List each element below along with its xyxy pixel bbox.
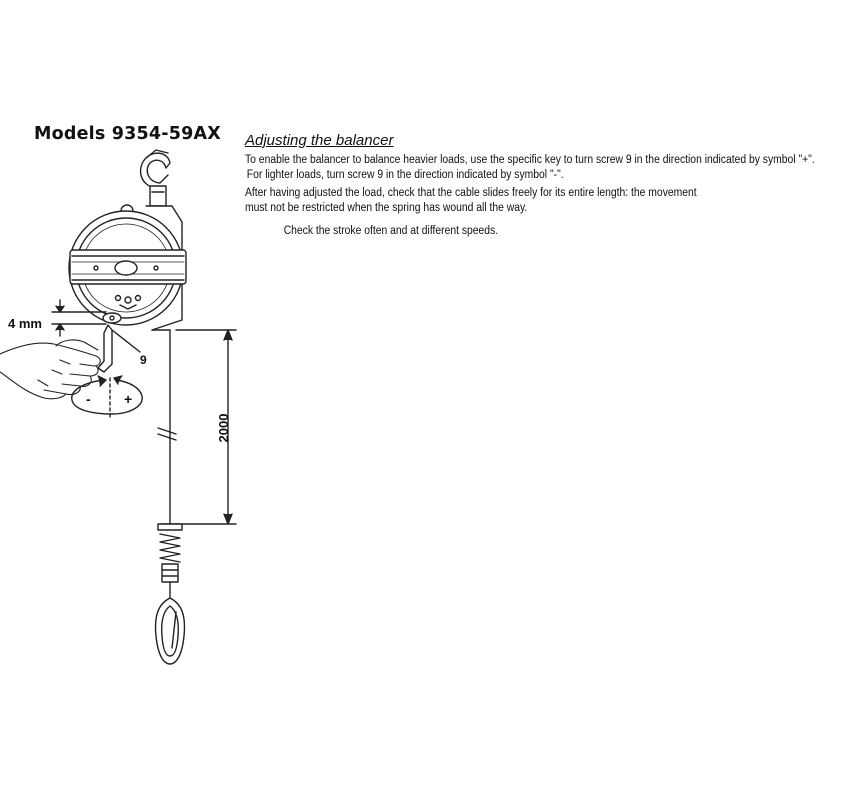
- plus-symbol: +: [124, 391, 133, 407]
- minus-symbol: -: [86, 391, 91, 407]
- screw-label: 9: [140, 353, 147, 367]
- paragraph-heavier-loads: To enable the balancer to balance heavier loads, use the specific key to turn screw 9 in the direction indicated by symbol "+".: [245, 154, 815, 166]
- paragraph-check-cable: After having adjusted the load, check that the cable slides freely for its entire length: the movement: [245, 187, 697, 199]
- adjusting-section: [245, 132, 843, 239]
- balancer-drawing: [0, 140, 300, 680]
- hex-key-icon: [98, 325, 140, 372]
- stroke-label: 2000: [216, 413, 231, 443]
- models-title: Models 9354-59AX: [34, 124, 221, 144]
- cable-break: [158, 428, 176, 440]
- gap-label: 4 mm: [8, 316, 42, 331]
- paragraph-check-stroke: Check the stroke often and at different speeds.: [283, 225, 499, 237]
- spring-icon: [158, 524, 182, 598]
- snap-hook-icon: [156, 598, 185, 664]
- hand-icon: [0, 340, 100, 399]
- section-heading: Adjusting the balancer: [245, 132, 394, 149]
- paragraph-spring-wound: must not be restricted when the spring has wound all the way.: [245, 202, 528, 214]
- paragraph-lighter-loads: For lighter loads, turn screw 9 in the direction indicated by symbol "-".: [246, 169, 564, 181]
- hook-icon: [141, 150, 170, 206]
